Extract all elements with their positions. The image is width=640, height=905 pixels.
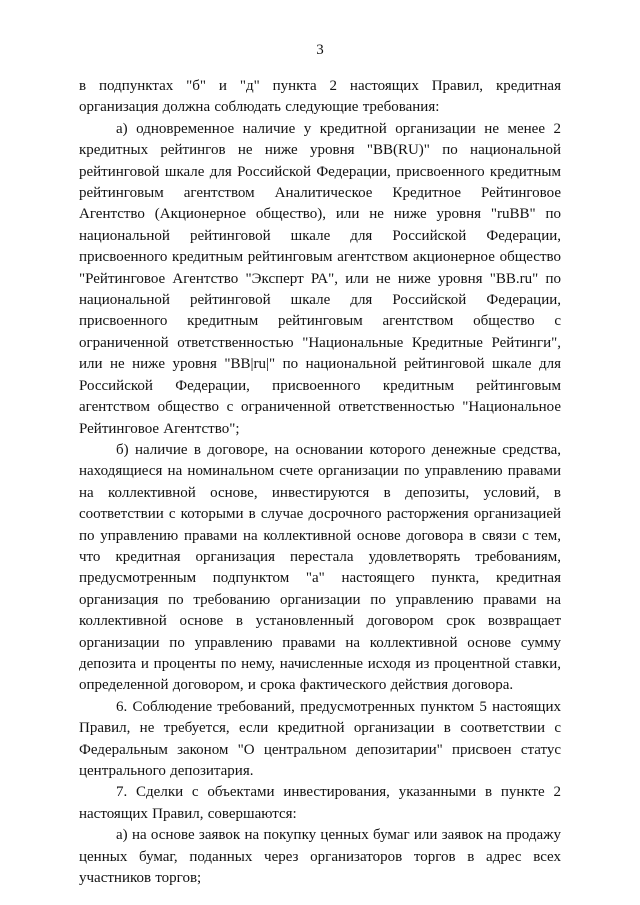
paragraph-item-7: 7. Сделки с объектами инвестирования, указанными в пункте 2 настоящих Правил, совершаются: xyxy=(79,784,561,822)
paragraph-subitem-b-contract: б) наличие в договоре, на основании которого денежные средства, находящиеся на номинальном счете организации по управлению правами на коллективной основе, инвестируются в депозиты, условий, в соответствии с которыми в случае досрочного расторжения организацией по управлению правами на коллективной основе договора в связи с тем, что кредитная организация перестала удовлетворять требованиям, предусмотренным подпунктом "а" настоящего пункта, кредитная организация по требованию организации по управлению правами на коллективной основе в установленный договором срок возвращает организации по управлению правами на коллективной основе сумму депозита и проценты по нему, начисленные исходя из процентной ставки, определенной договором, и срока фактического действия договора. xyxy=(79,441,561,694)
paragraph-subitem-a-ratings: а) одновременное наличие у кредитной организации не менее 2 кредитных рейтингов не ниже уровня "BB(RU)" по национальной рейтинговой шкале для Российской Федерации, присвоенного кредитным рейтинговым агентством Аналитическое Кредитное Рейтинговое Агентство (Акционерное общество), или не ниже уровня "ruBB" по национальной рейтинговой шкале для Российской Федерации, присвоенного кредитным рейтинговым агентством акционерное общество "Рейтинговое Агентство "Эксперт РА", или не ниже уровня "BB.ru" по национальной рейтинговой шкале для Российской Федерации, присвоенного кредитным рейтинговым агентством общество с ограниченной ответственностью "Национальные Кредитные Рейтинги", или не ниже уровня "BB|ru|" по национальной рейтинговой шкале для Российской Федерации, присвоенного кредитным рейтинговым агентством общество с ограниченной ответственностью "Национальное Рейтинговое Агентство"; xyxy=(79,120,561,437)
paragraph-intro: в подпунктах "б" и "д" пункта 2 настоящих Правил, кредитная организация должна соблюдать следующие требования: xyxy=(79,78,561,116)
document-body xyxy=(79,76,561,889)
paragraph-item-6: 6. Соблюдение требований, предусмотренных пунктом 5 настоящих Правил, не требуется, если кредитной организации в соответствии с Федеральным законом "О центральном депозитарии" присвоен статус центрального депозитария. xyxy=(79,698,561,779)
paragraph-item-7-subitem-a: а) на основе заявок на покупку ценных бумаг или заявок на продажу ценных бумаг, поданных через организаторов торгов в адрес всех участников торгов; xyxy=(79,827,561,887)
page-number: 3 xyxy=(316,42,324,58)
